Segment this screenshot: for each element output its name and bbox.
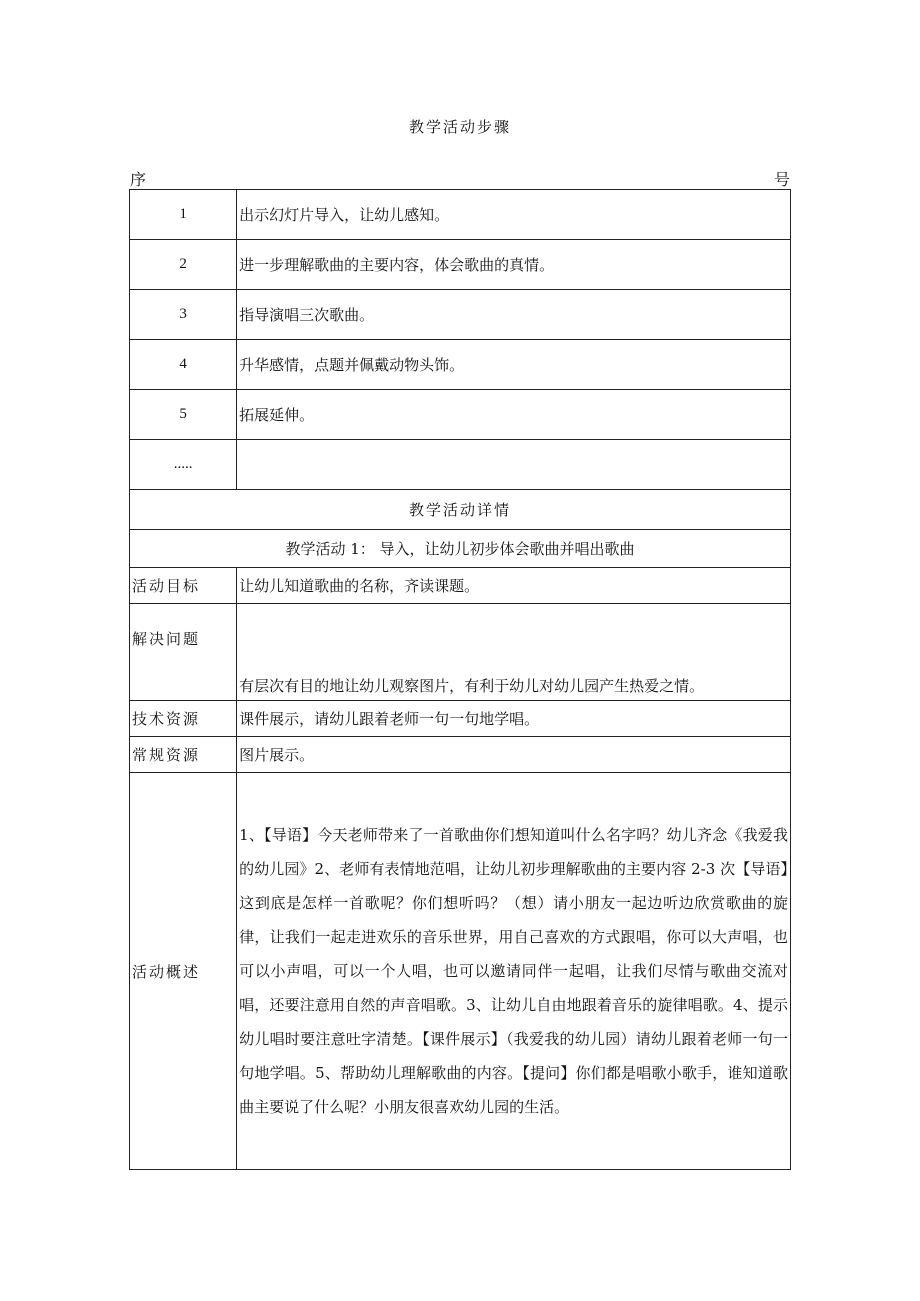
regular-row	[130, 737, 791, 773]
step-row	[130, 190, 791, 240]
step-text: 指导演唱三次歌曲。	[237, 290, 791, 340]
overview-text: 1、【导语】今天老师带来了一首歌曲你们想知道叫什么名字吗？幼儿齐念《我爱我的幼儿园》2、老师有表情地范唱，让幼儿初步理解歌曲的主要内容 2-3 次【导语】这到底是怎样一首歌呢？你们想听吗？（想）请小朋友一起边听边欣赏歌曲的旋律，让我们一起走进欢乐的音乐世界，用自己喜欢的方式跟唱，你可以大声唱，也可以小声唱，可以一个人唱，也可以邀请同伴一起唱，让我们尽情与歌曲交流对唱，还要注意用自然的声音唱歌。3、让幼儿自由地跟着音乐的旋律唱歌。4、提示幼儿唱时要注意吐字清楚。【课件展示】（我爱我的幼儿园）请幼儿跟着老师一句一句地学唱。5、帮助幼儿理解歌曲的内容。【提问】你们都是唱歌小歌手，谁知道歌曲主要说了什么呢？小朋友很喜欢幼儿园的生活。	[237, 773, 791, 1170]
step-number: 3	[130, 290, 237, 340]
step-number: 2	[130, 240, 237, 290]
details-title: 教学活动详情	[130, 490, 791, 530]
solve-label: 解决问题	[130, 604, 237, 701]
sequence-header-right: 号	[773, 170, 790, 189]
goal-label: 活动目标	[130, 568, 237, 604]
step-row	[130, 290, 791, 340]
overview-label: 活动概述	[130, 773, 237, 1170]
sequence-header-left: 序	[130, 170, 147, 189]
goal-text: 让幼儿知道歌曲的名称，齐读课题。	[237, 568, 791, 604]
page-title: 教学活动步骤	[408, 118, 511, 136]
step-number: 5	[130, 390, 237, 440]
activity-table	[129, 189, 791, 1170]
regular-text: 图片展示。	[237, 737, 791, 773]
step-row	[130, 440, 791, 490]
step-number: 4	[130, 340, 237, 390]
step-row	[130, 240, 791, 290]
tech-text: 课件展示，请幼儿跟着老师一句一句地学唱。	[237, 701, 791, 737]
step-text: 出示幻灯片导入，让幼儿感知。	[237, 190, 791, 240]
activity-title: 教学活动 1： 导入，让幼儿初步体会歌曲并唱出歌曲	[130, 530, 791, 568]
tech-row	[130, 701, 791, 737]
solve-text: 有层次有目的地让幼儿观察图片，有利于幼儿对幼儿园产生热爱之情。	[237, 604, 791, 701]
tech-label: 技术资源	[130, 701, 237, 737]
step-number: .....	[130, 440, 237, 490]
step-row	[130, 390, 791, 440]
step-text	[237, 440, 791, 490]
goal-row	[130, 568, 791, 604]
solve-row	[130, 604, 791, 701]
overview-row	[130, 773, 791, 1170]
step-text: 拓展延伸。	[237, 390, 791, 440]
sequence-header	[130, 167, 790, 189]
step-text: 进一步理解歌曲的主要内容，体会歌曲的真情。	[237, 240, 791, 290]
step-text: 升华感情，点题并佩戴动物头饰。	[237, 340, 791, 390]
regular-label: 常规资源	[130, 737, 237, 773]
step-row	[130, 340, 791, 390]
step-number: 1	[130, 190, 237, 240]
